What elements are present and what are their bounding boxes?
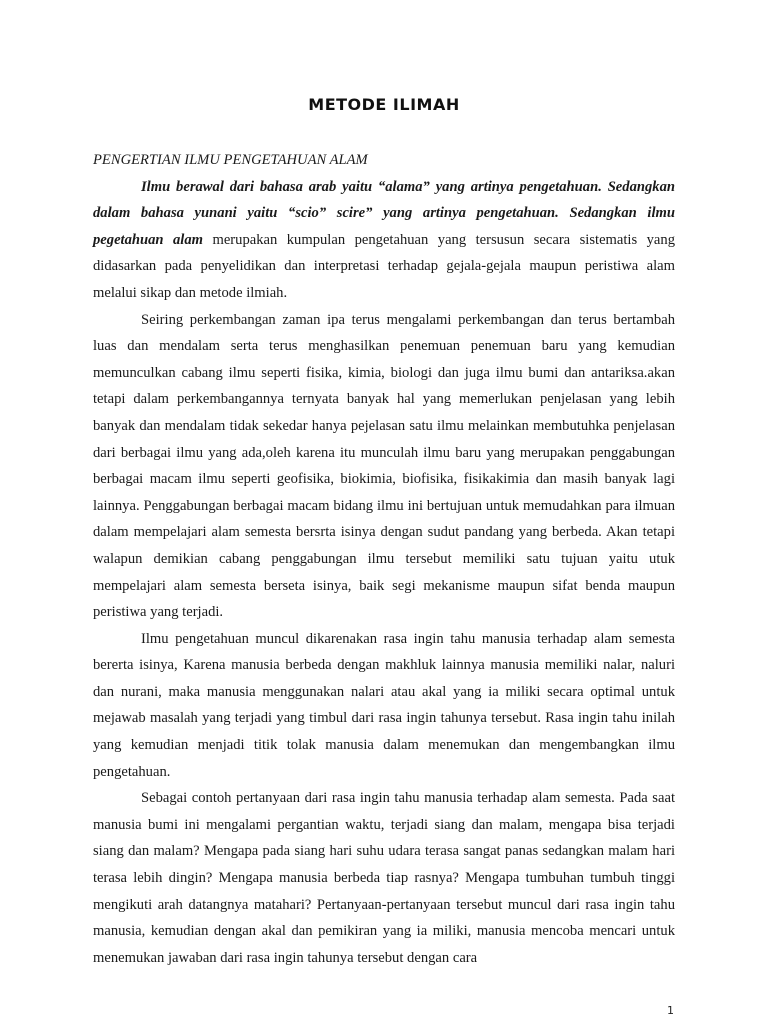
paragraph-1-italic-intro: Ilmu berawal dari bahasa arab yaitu “alama” yang artinya pengetahuan. Sedangkan dalam bahasa yunani yaitu “scio” scire” yang artinya pengetahuan. Sedangkan ilmu pegetahuan alam bbox=[93, 178, 675, 248]
paragraph-3: Ilmu pengetahuan muncul dikarenakan rasa ingin tahu manusia terhadap alam semesta bererta isinya, Karena manusia berbeda dengan makhluk lainnya manusia memiliki nalar, naluri dan nurani, maka manusia menggunakan nalari atau akal yang ia miliki secara optimal untuk mejawab masalah yang terjadi yang timbul dari rasa ingin tahunya tersebut. Rasa ingin tahu inilah yang kemudian menjadi titik tolak manusia dalam menemukan dan mengembangkan ilmu pengetahuan. bbox=[93, 630, 675, 780]
paragraph-1-text: merupakan kumpulan pengetahuan yang tersusun secara sistematis yang didasarkan pada penyelidikan dan interpretasi terhadap gejala-gejala maupun peristiwa alam melalui sikap dan metode ilmiah. bbox=[93, 231, 675, 301]
page-number: 1 bbox=[667, 1004, 674, 1017]
document-body bbox=[93, 147, 675, 971]
document-title: METODE ILIMAH bbox=[308, 95, 460, 114]
paragraph-2: Seiring perkembangan zaman ipa terus mengalami perkembangan dan terus bertambah luas dan mendalam serta terus menghasilkan penemuan penemuan baru yang kemudian memunculkan cabang ilmu seperti fisika, kimia, biologi dan juga ilmu bumi dan antariksa.akan tetapi dalam perkembangannya ternyata banyak hal yang memerlukan penjelasan yang lebih banyak dan mendalam tidak sekedar hanya pejelasan satu ilmu melainkan membutuhka penjelasan dari berbagai ilmu yang ada,oleh karena itu munculah ilmu baru yang merupakan penggabungan berbagai macam ilmu seperti geofisika, biokimia, biofisika, fisikakimia dan masih banyak lagi lainnya. Penggabungan berbagai macam bidang ilmu ini bertujuan untuk memudahkan para ilmuan dalam mempelajari alam semesta bersrta isinya dengan sudut pandang yang berbeda. Akan tetapi walapun demikian cabang penggabungan ilmu tersebut memiliki satu tujuan yaitu utuk mempelajari alam semesta berseta isinya, baik segi mekanisme maupun sifat benda maupun peristiwa yang terjadi. bbox=[93, 311, 675, 621]
paragraph-1 bbox=[93, 174, 675, 307]
section-heading: PENGERTIAN ILMU PENGETAHUAN ALAM bbox=[93, 152, 368, 168]
paragraph-4: Sebagai contoh pertanyaan dari rasa ingin tahu manusia terhadap alam semesta. Pada saat manusia bumi ini mengalami pergantian waktu, terjadi siang dan malam, mengapa bisa terjadi siang dan malam? Mengapa pada siang hari suhu udara terasa sangat panas sedangkan malam hari terasa lebih dingin? Mengapa manusia berbeda tiap rasnya? Mengapa tumbuhan tumbuh tinggi mengikuti arah datangnya matahari? Pertanyaan-pertanyaan tersebut muncul dari rasa ingin tahu manusia, kemudian dengan akal dan pemikiran yang ia miliki, manusia mencoba mencari untuk menemukan jawaban dari rasa ingin tahunya tersebut dengan cara bbox=[93, 790, 675, 966]
